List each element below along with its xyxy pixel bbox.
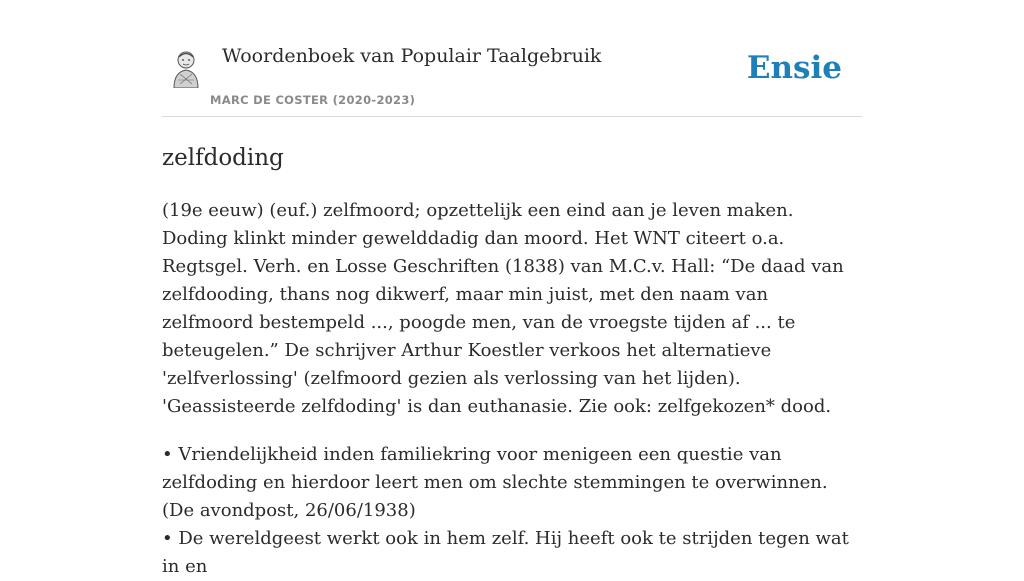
portrait-engraving-icon — [170, 50, 202, 88]
quote-item: • De wereldgeest werkt ook in hem zelf. Hij heeft ook te strijden tegen wat in en — [162, 528, 849, 577]
entry-term: zelfdoding — [162, 145, 284, 171]
ensie-logo[interactable]: Ensie — [746, 50, 842, 86]
quote-item: • Vriendelijkheid inden familiekring voor menigeen een questie van zelfdoding en hierdoor leert men om slechte stemmingen te overwinnen. (De avondpost, 26/06/1938) — [162, 444, 828, 521]
dictionary-title[interactable]: Woordenboek van Populair Taalgebruik — [222, 45, 602, 67]
entry-definition: (19e eeuw) (euf.) zelfmoord; opzettelijk een eind aan je leven maken. Doding klinkt minder gewelddadig dan moord. Het WNT citeert o.a. Regtsgel. Verh. en Losse Geschriften (1838) van M.C.v. Hall: “De daad van zelfdooding, thans nog dikwerf, maar min juist, met den naam van zelfmoord bestempeld ..., poogde men, van de vroegste tijden af ... te beteugelen.” De schrijver Arthur Koestler verkoos het alternatieve 'zelfverlossing' (zelfmoord gezien als verlossing van het lijden). 'Geassisteerde zelfdoding' is dan euthanasie. Zie ook: zelfgekozen* dood. — [162, 200, 844, 417]
dictionary-header — [162, 0, 862, 117]
page — [162, 0, 862, 581]
quote-list — [162, 441, 862, 581]
author-label[interactable]: MARC DE COSTER (2020-2023) — [210, 93, 416, 107]
